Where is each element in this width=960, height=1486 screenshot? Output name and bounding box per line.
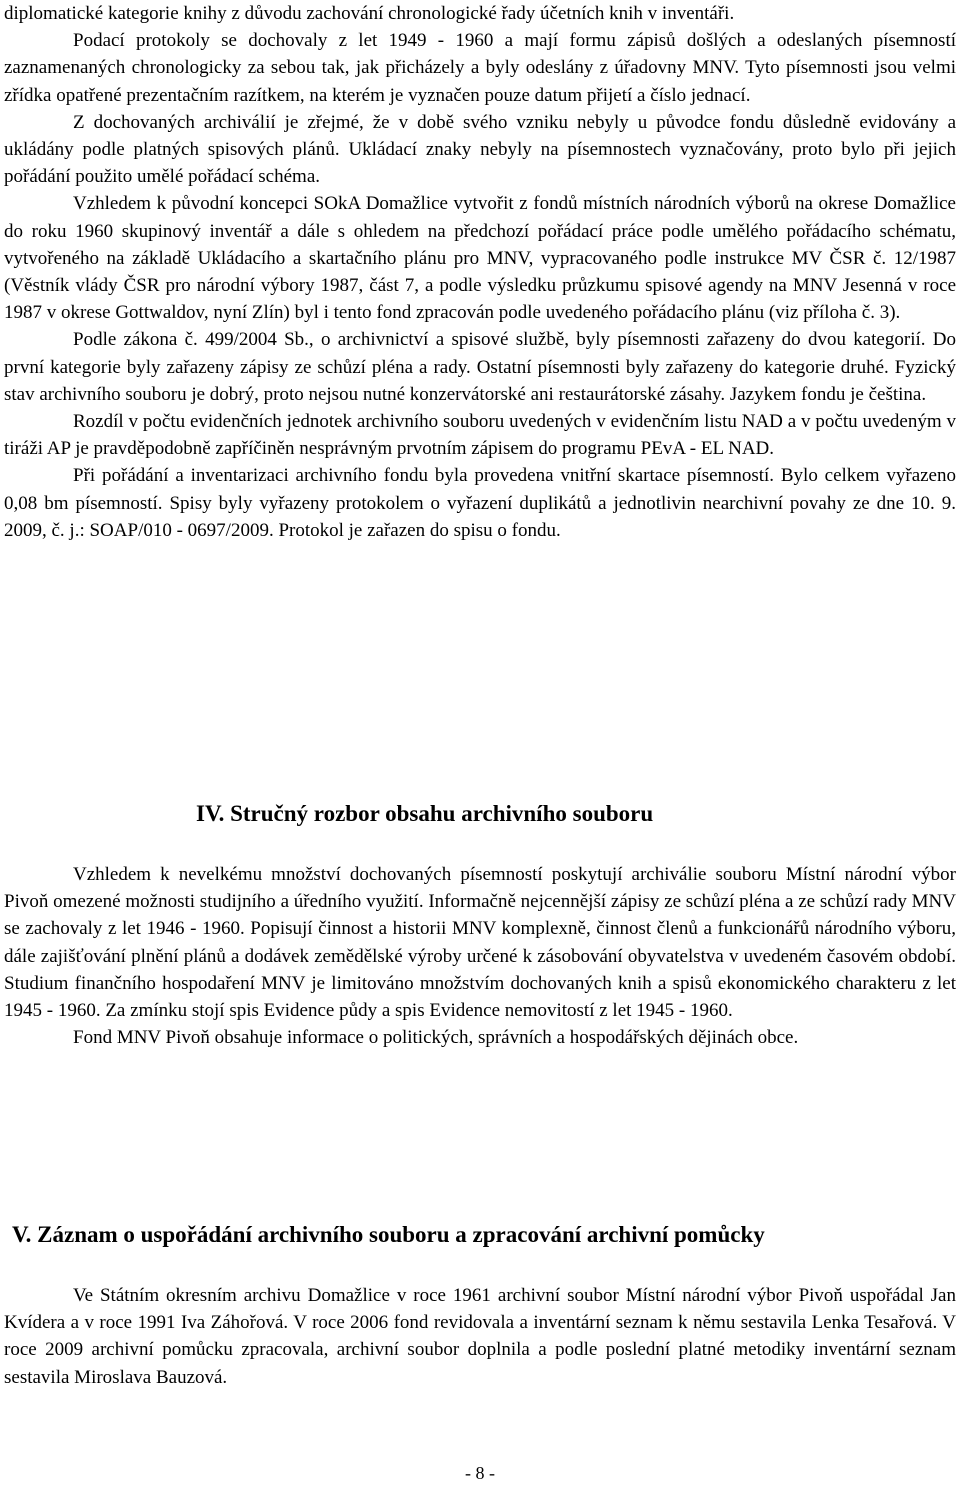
- paragraph-usporadani: Ve Státním okresním archivu Domažlice v roce 1961 archivní soubor Místní národní výbor Pivoň uspořádal Jan Kvídera a v roce 1991 Iva Záhořová. V roce 2006 fond revidovala a inventární seznam k němu sestavila Lenka Tesařová. V roce 2009 archivní pomůcku zpracovala, archivní soubor doplnila a podle poslední platné metodiky inventární seznam sestavila Miroslava Bauzová.: [4, 1285, 956, 1388]
- paragraph-rozbor: Vzhledem k nevelkému množství dochovaných písemností poskytují archiválie souboru Místní národní výbor Pivoň omezené možnosti studijního a úředního využití. Informačně nejcennější zápisy ze schůzí pléna a ze schůzí rady MNV se zachovaly z let 1946 - 1960. Popisují činnost a historii MNV komplexně, činnost členů a funkcionářů národního výboru, dále zajišťování plnění plánů a dodávek zemědělské výroby určené k zásobování obyvatelstva v uvedeném časovém období. Studium finančního hospodaření MNV je limitováno množstvím dochovaných knih a spisů ekonomického charakteru z let 1945 - 1960. Za zmínku stojí spis Evidence půdy a spis Evidence nemovitostí z let 1945 - 1960.: [4, 864, 956, 1022]
- paragraph-zakon: Podle zákona č. 499/2004 Sb., o archivnictví a spisové službě, byly písemnosti zařazeny do dvou kategorií. Do první kategorie byly zařazeny zápisy ze schůzí pléna a rady. Ostatní písemnosti byly zařazeny do kategorie druhé. Fyzický stav archivního souboru je dobrý, proto nejsou nutné konzervátorské ani restaurátorské zásahy. Jazykem fondu je čeština.: [4, 329, 956, 405]
- paragraph-dochovane-archivalie: Z dochovaných archiválií je zřejmé, že v době svého vzniku nebyly u původce fondu důsledně evidovány a ukládány podle platných spisových plánů. Ukládací znaky nebyly na písemnostech vyznačovány, proto bylo při jejich pořádání použito umělé pořádací schéma.: [4, 111, 956, 188]
- text-block-section-v: [4, 1282, 956, 1391]
- text-block-section-iv: [4, 861, 956, 1051]
- section-heading-v: V. Záznam o uspořádání archivního souboru a zpracování archivní pomůcky: [12, 1222, 765, 1247]
- paragraph-continuation: diplomatické kategorie knihy z důvodu zachování chronologické řady účetních knih v inventáři.: [4, 3, 735, 24]
- paragraph-koncepce: Vzhledem k původní koncepci SOkA Domažlice vytvořit z fondů místních národních výborů na okrese Domažlice do roku 1960 skupinový inventář a dále s ohledem na předchozí pořádací práce podle umělého pořádacího schématu, vytvořeného na základě Ukládacího a skartačního plánu pro MNV, vypracovaného podle instrukce MV ČSR č. 12/1987 (Věstník vlády ČSR pro národní výbory 1987, část 7, a podle výsledku průzkumu spisové agendy na MNV Jesenná v roce 1987 v okrese Gottwaldov, nyní Zlín) byl i tento fond zpracován podle uvedeného pořádacího plánu (viz příloha č. 3).: [4, 193, 956, 324]
- paragraph-rozdil: Rozdíl v počtu evidenčních jednotek archivního souboru uvedených v evidenčním listu NAD a v počtu uvedeným v tiráži AP je pravděpodobně zapříčiněn nesprávným prvotním zápisem do programu PEvA - EL NAD.: [4, 411, 956, 460]
- paragraph-fond-informace: Fond MNV Pivoň obsahuje informace o politických, správních a hospodářských dějinách obce.: [73, 1027, 799, 1049]
- paragraph-podaci-protokoly: Podací protokoly se dochovaly z let 1949 - 1960 a mají formu zápisů došlých a odeslaných písemností zaznamenaných chronologicky za sebou tak, jak přicházely a byly odeslány z úřadovny MNV. Tyto písemnosti jsou velmi zřídka opatřené prezentačním razítkem, na kterém je vyznačen pouze datum přijetí a číslo jednací.: [4, 30, 956, 106]
- page-number: - 8 -: [465, 1463, 495, 1483]
- paragraph-skartace: Při pořádání a inventarizaci archivního fondu byla provedena vnitřní skartace písemností. Bylo celkem vyřazeno 0,08 bm písemností. Spisy byly vyřazeny protokolem o vyřazení duplikátů a jednotlivin nearchivní povahy ze dne 10. 9. 2009, č. j.: SOAP/010 - 0697/2009. Protokol je zařazen do spisu o fondu.: [4, 465, 956, 541]
- section-heading-iv: IV. Stručný rozbor obsahu archivního souboru: [196, 801, 654, 826]
- text-block-continuation: [4, 0, 956, 544]
